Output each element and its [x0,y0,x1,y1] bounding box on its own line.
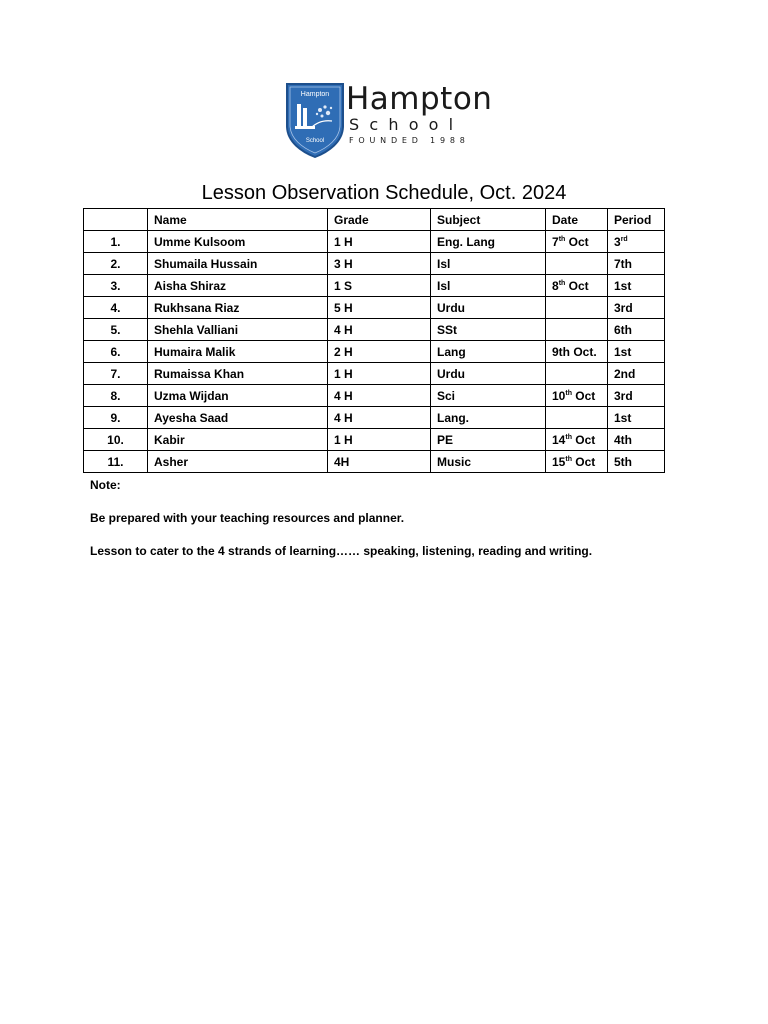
row-number-cell: 5. [84,319,148,341]
row-grade-cell: 3 H [328,253,431,275]
note-line-prepared: Be prepared with your teaching resources and planner. [90,511,405,525]
row-number-cell: 9. [84,407,148,429]
row-subject-cell: Music [431,451,546,473]
shield-bottom-text: School [305,138,325,144]
brand-name: Hampton [346,81,493,117]
date-day: 15 [552,454,566,469]
date-month: Oct [571,432,596,447]
row-subject-cell: Lang [431,341,546,363]
date-suffix: th [565,433,572,441]
row-number-cell: 7. [84,363,148,385]
row-name-cell: Humaira Malik [148,341,328,363]
brand-school: School [349,115,464,134]
note-line-strands: Lesson to cater to the 4 strands of learning…… speaking, listening, reading and writing. [90,544,593,558]
row-grade-cell: 1 S [328,275,431,297]
header-cell-name: Name [148,209,328,231]
row-name-cell: Umme Kulsoom [148,231,328,253]
school-logo [284,81,493,160]
row-period-cell [608,363,665,385]
row-period-cell [608,253,665,275]
row-date-cell [546,385,608,407]
header-cell-subject: Subject [431,209,546,231]
table-row [84,363,665,385]
date-month: Oct [565,234,589,249]
row-name-cell: Aisha Shiraz [148,275,328,297]
row-date-cell [546,341,608,363]
row-number-cell: 8. [84,385,148,407]
date-suffix: th [558,279,566,287]
row-grade-cell: 4 H [328,319,431,341]
table-row [84,319,665,341]
row-period-cell [608,407,665,429]
table-row [84,385,665,407]
row-date-cell [546,429,608,451]
row-date-cell [546,363,608,385]
date-suffix: th [558,235,566,243]
row-period-cell [608,429,665,451]
row-period-cell [608,231,665,253]
row-name-cell: Shumaila Hussain [148,253,328,275]
row-subject-cell: Isl [431,253,546,275]
row-name-cell: Kabir [148,429,328,451]
period-value: 6th [614,322,632,337]
header-cell-grade: Grade [328,209,431,231]
row-date-cell [546,231,608,253]
row-subject-cell: Urdu [431,363,546,385]
row-subject-cell: Lang. [431,407,546,429]
period-value: 5th [614,454,632,469]
row-number-cell: 10. [84,429,148,451]
row-date-cell [546,253,608,275]
row-date-cell [546,297,608,319]
notes-section [90,478,592,558]
row-period-cell [608,319,665,341]
row-period-cell [608,297,665,319]
schedule-table [83,208,665,473]
date-day: 14 [552,432,566,447]
page-title: Lesson Observation Schedule, Oct. 2024 [201,182,567,204]
header-cell-number [84,209,148,231]
note-label: Note: [90,478,121,492]
row-number-cell: 6. [84,341,148,363]
table-row [84,297,665,319]
period-value: 7th [614,256,632,271]
date-month: Oct [571,388,596,403]
table-row [84,253,665,275]
row-name-cell: Rumaissa Khan [148,363,328,385]
row-subject-cell: SSt [431,319,546,341]
table-row [84,275,665,297]
period-value: 1st [614,410,632,425]
row-name-cell: Uzma Wijdan [148,385,328,407]
date-day: 7 [552,234,559,249]
row-number-cell: 4. [84,297,148,319]
period-value: 2nd [614,366,636,381]
row-grade-cell: 1 H [328,231,431,253]
table-row [84,341,665,363]
row-number-cell: 11. [84,451,148,473]
row-grade-cell: 5 H [328,297,431,319]
row-period-cell [608,275,665,297]
row-subject-cell: Isl [431,275,546,297]
row-period-cell [608,385,665,407]
table-row [84,429,665,451]
row-subject-cell: Eng. Lang [431,231,546,253]
brand-founded: FOUNDED 1988 [349,136,470,145]
period-value: 3 [614,234,621,249]
row-grade-cell: 4 H [328,407,431,429]
row-name-cell: Ayesha Saad [148,407,328,429]
row-name-cell: Rukhsana Riaz [148,297,328,319]
row-date-cell [546,319,608,341]
row-number-cell: 3. [84,275,148,297]
header-cell-period: Period [608,209,665,231]
date-day: 10 [552,388,566,403]
row-grade-cell: 2 H [328,341,431,363]
row-period-cell [608,451,665,473]
header-cell-date: Date [546,209,608,231]
row-grade-cell: 1 H [328,429,431,451]
shield-top-text: Hampton [300,91,330,98]
date-day: 8 [552,278,559,293]
period-value: 4th [614,432,632,447]
row-date-cell [546,407,608,429]
date-suffix: th [565,389,572,397]
table-row [84,451,665,473]
row-subject-cell: PE [431,429,546,451]
row-grade-cell: 4 H [328,385,431,407]
row-subject-cell: Sci [431,385,546,407]
period-value: 3rd [614,388,633,403]
date-day: 9th Oct. [552,344,597,359]
row-name-cell: Shehla Valliani [148,319,328,341]
period-suffix: rd [620,235,628,243]
row-number-cell: 1. [84,231,148,253]
period-value: 3rd [614,300,633,315]
date-month: Oct [571,454,596,469]
row-grade-cell: 1 H [328,363,431,385]
period-value: 1st [614,278,632,293]
table-row [84,231,665,253]
row-period-cell [608,341,665,363]
date-suffix: th [565,455,572,463]
table-header-row [84,209,665,231]
row-subject-cell: Urdu [431,297,546,319]
shield-crest-icon [284,82,346,158]
period-value: 1st [614,344,632,359]
row-number-cell: 2. [84,253,148,275]
row-name-cell: Asher [148,451,328,473]
date-month: Oct [565,278,589,293]
row-grade-cell: 4H [328,451,431,473]
row-date-cell [546,451,608,473]
table-row [84,407,665,429]
row-date-cell [546,275,608,297]
